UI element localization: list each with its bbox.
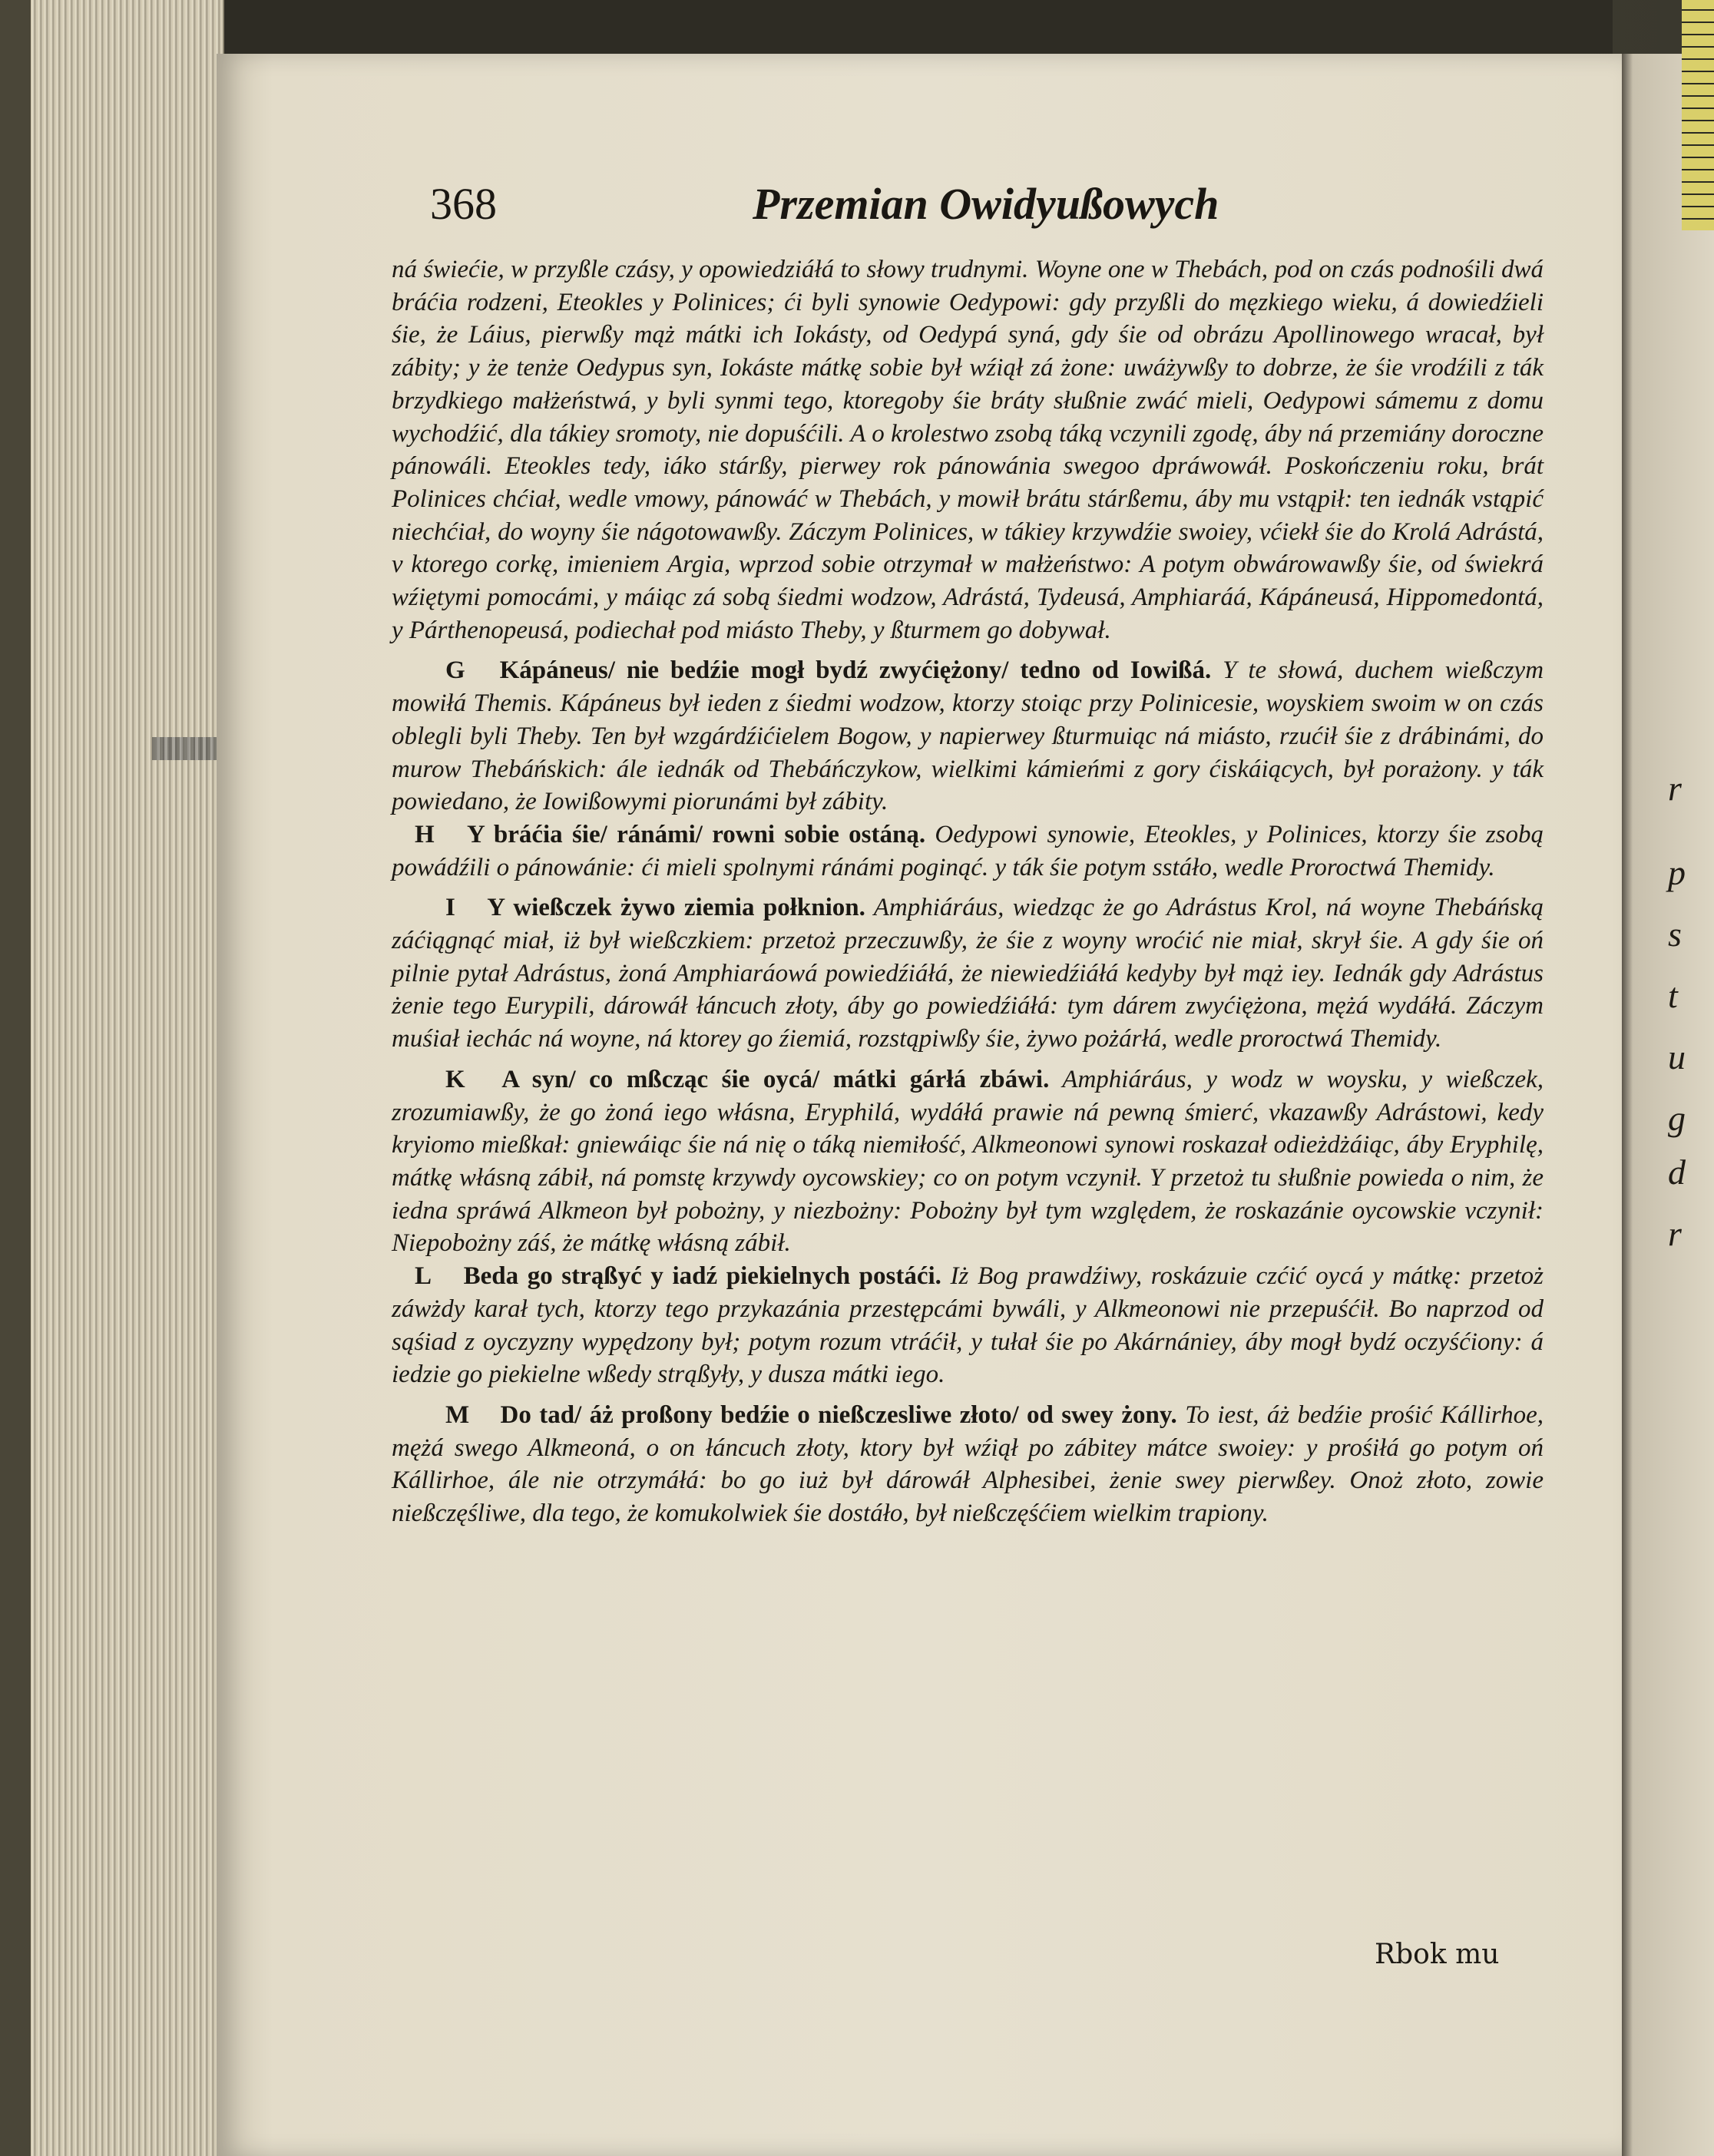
facing-page-letter: g: [1668, 1099, 1686, 1138]
note-letter: H: [415, 820, 435, 848]
note-lemma: A syn/ co mßcząc śie oycá/ mátki gárłá zbáwi.: [501, 1065, 1050, 1093]
note-lemma: Kápáneus/ nie bedźie mogł bydź zwyćiężony/ tedno od Iowißá.: [499, 656, 1212, 685]
note-letter: G: [445, 656, 465, 685]
note-M: [392, 1399, 1544, 1530]
note-lemma: Y bráćia śie/ ránámi/ rowni sobie ostáną.: [466, 820, 926, 848]
note-text: Amphiáráus, y wodz w woysku, y wießczek, zrozumiawßy, że go żoná iego włásna, Eryphilá, wydáłá prawie ná pewną śmierć, vkazawßy Adrástowi, kedy kryiomo mießkał: gniewáiąc śie ná nię o táką niemiłość, Alkmeonowi synowi roskazał odieżdżáiąc, áby Eryphilę, mátkę włásną zábił, ná pomstę krzywdy oycowskiey; co on potym vczynił. Y przetoż tu słußnie powieda o nim, że iedna spráwá Alkmeon był pobożny, y niezbożny: Pobożny był tym względem, że roskazánie oycowskie vczynił: Niepobożny záś, że mátkę włásną zábił.: [392, 1065, 1544, 1258]
note-lemma: Do tad/ áż proßony bedźie o nießczesliwe złoto/ od swey żony.: [500, 1400, 1177, 1429]
catchword: Rbok mu: [1375, 1939, 1500, 1970]
page-number: 368: [430, 179, 497, 229]
facing-page-letter: d: [1668, 1152, 1686, 1192]
note-text: To iest, áż bedźie prośić Kállirhoe, mężá swego Alkmeoná, o on łáncuch złoty, ktory był wźiął po zábitey mátce swoiey: y prośiłá go potym oń Kállirhoe, ále nie otrzymáłá: bo go iuż był dárowáł Alphesibei, żenie swey pierwßey. Onoż złoto, zowie nießczęśliwe, dla tego, że komukolwiek śie dostáło, był nießczęśćiem wielkim trapiony.: [392, 1400, 1544, 1528]
note-K: [392, 1063, 1544, 1260]
book-page-edges: [31, 0, 224, 2156]
paragraph-intro: [392, 253, 1544, 646]
note-I: [392, 891, 1544, 1056]
paragraph-text: ná świećie, w przyßle czásy, y opowiedziáłá to słowy trudnymi. Woyne one w Thebách, pod on czás podnośili dwá bráćia rodzeni, Eteokles y Polinices; ći byli synowie Oedypowi: gdy przyßli do męzkiego wieku, á dowiedźieli śie, że Láius, pierwßy mąż mátki ich Iokásty, od Oedypá syná, gdy śie od obrázu Apollinowego wracał, był zábity; y że tenże Oedypus syn, Iokáste mátkę sobie był wźiął zá żone: uwáżywßy to dobrze, że śie vrodźili z ták brzydkiego małżeństwá, y byli synmi tego, ktoregoby śie bráty słußnie zwáć mieli, Oedypowi sámemu z domu wychodźić, dla tákiey sromoty, nie dopuśćili. A o krolestwo zsobą táką vczynili zgodę, áby ná przemiány doroczne pánowáli. Eteokles tedy, iáko stárßy, pierwey rok pánowánia swegoo dpráwowáł. Poskończeniu roku, brát Polinices chćiał, wedle vmowy, pánowáć w Thebách, y mowił brátu stárßemu, áby mu vstąpił: ten iednák vstąpić niechćiał, do woyny śie nágotowawßy. Záczym Polinices, w tákiey krzywdźie swoiey, vćiekł śie do Krolá Adrástá, v ktorego corkę, imieniem Argia, wprzod sobie otrzymał w małżeństwo: A potym obwárowawßy śie, od świekrá wźiętymi pomocámi, y máiąc zá sobą śiedmi wodzow, Adrástá, Tydeusá, Amphiaráá, Kápáneusá, Hippomedontá, y Párthenopeusá, podiechał pod miásto Theby, y ßturmem go dobywał.: [392, 256, 1544, 644]
facing-page-letter: u: [1668, 1037, 1686, 1076]
facing-page-edge: [1622, 54, 1714, 2156]
note-lemma: Y wießczek żywo ziemia połknion.: [487, 894, 865, 922]
note-G: [392, 654, 1544, 818]
top-shadow: [154, 0, 1613, 61]
note-letter: L: [415, 1262, 432, 1291]
facing-page-letter: p: [1668, 853, 1686, 892]
note-text: Oedypowi synowie, Eteokles, y Polinices, ktorzy śie zsobą powádźili o pánowánie: ći mieli spolnymi ránámi poginąć. y ták śie potym sstáło, wedle Proroctwá Themidy.: [392, 820, 1544, 881]
facing-page-letter: r: [1668, 1214, 1682, 1253]
note-letter: M: [445, 1400, 470, 1429]
note-L: [392, 1260, 1544, 1391]
page-header: [430, 178, 1582, 247]
note-lemma: Beda go strąßyć y iadź piekielnych postáći.: [463, 1262, 941, 1291]
facing-page-letter: t: [1668, 976, 1678, 1015]
note-letter: K: [445, 1065, 465, 1093]
note-text: Iż Bog prawdźiwy, roskázuie czćić oycá y mátkę: przetoż záwżdy karał tych, ktorzy tego przykazánia przestępcámi bywáli, y Alkmeonowi nie przepuśćił. Bo naprzod od sąśiad z oyczyzny wypędzony był; potym rozum vtráćił, y tułał śie po Akárnániey, áby mogł bydź oczyśćiony: á iedzie go piekielne wßedy strąßyły, y dusza mátki iego.: [392, 1262, 1544, 1389]
running-head: Przemian Owidyußowych: [753, 179, 1219, 229]
facing-page-letter: s: [1668, 914, 1682, 954]
note-letter: I: [445, 894, 455, 922]
color-ruler: [1682, 0, 1714, 230]
note-text: Y te słowá, duchem wießczym mowiłá Themis. Kápáneus był ieden z śiedmi wodzow, ktorzy stoiąc przy Polinicesie, woyskiem swoim w on czás oblegli byli Theby. Ten był wzgárdźićielem Bogow, y napierwey ßturmuiąc ná miásto, rzućił śie z drábinámi, do murow Thebáńskich: ále iednák od Thebáńczykow, wielkimi kámieńmi z gory ćiskáiących, był porażony. y ták powiedano, że Iowißowymi piorunámi był zábity.: [392, 656, 1544, 816]
note-H: [392, 818, 1544, 884]
facing-page-letter: r: [1668, 769, 1682, 808]
note-text: Amphiáráus, wiedząc że go Adrástus Krol, ná woyne Thebáńską záćiągnąć miał, iż był wießczkiem: przetoż przeczuwßy, że śie z woyny wroćić nie miał, skrył śie. A gdy śie oń pilnie pytał Adrástus, żoná Amphiaráowá powiedźiáłá, że niewiedźiáłá kedyby był mąż iey. Iednák gdy Adrástus żenie tego Eurypili, dárowáł łáncuch złoty, áby go powiedźiáłá: tym dárem zwyćiężona, mężá wydáłá. Záczym muśiał iechác ná woyne, ná ktorey go źiemiá, rozstąpiwßy śie, żywo pożárłá, wedle proroctwá Themidy.: [392, 894, 1544, 1053]
main-text: [392, 253, 1544, 1866]
